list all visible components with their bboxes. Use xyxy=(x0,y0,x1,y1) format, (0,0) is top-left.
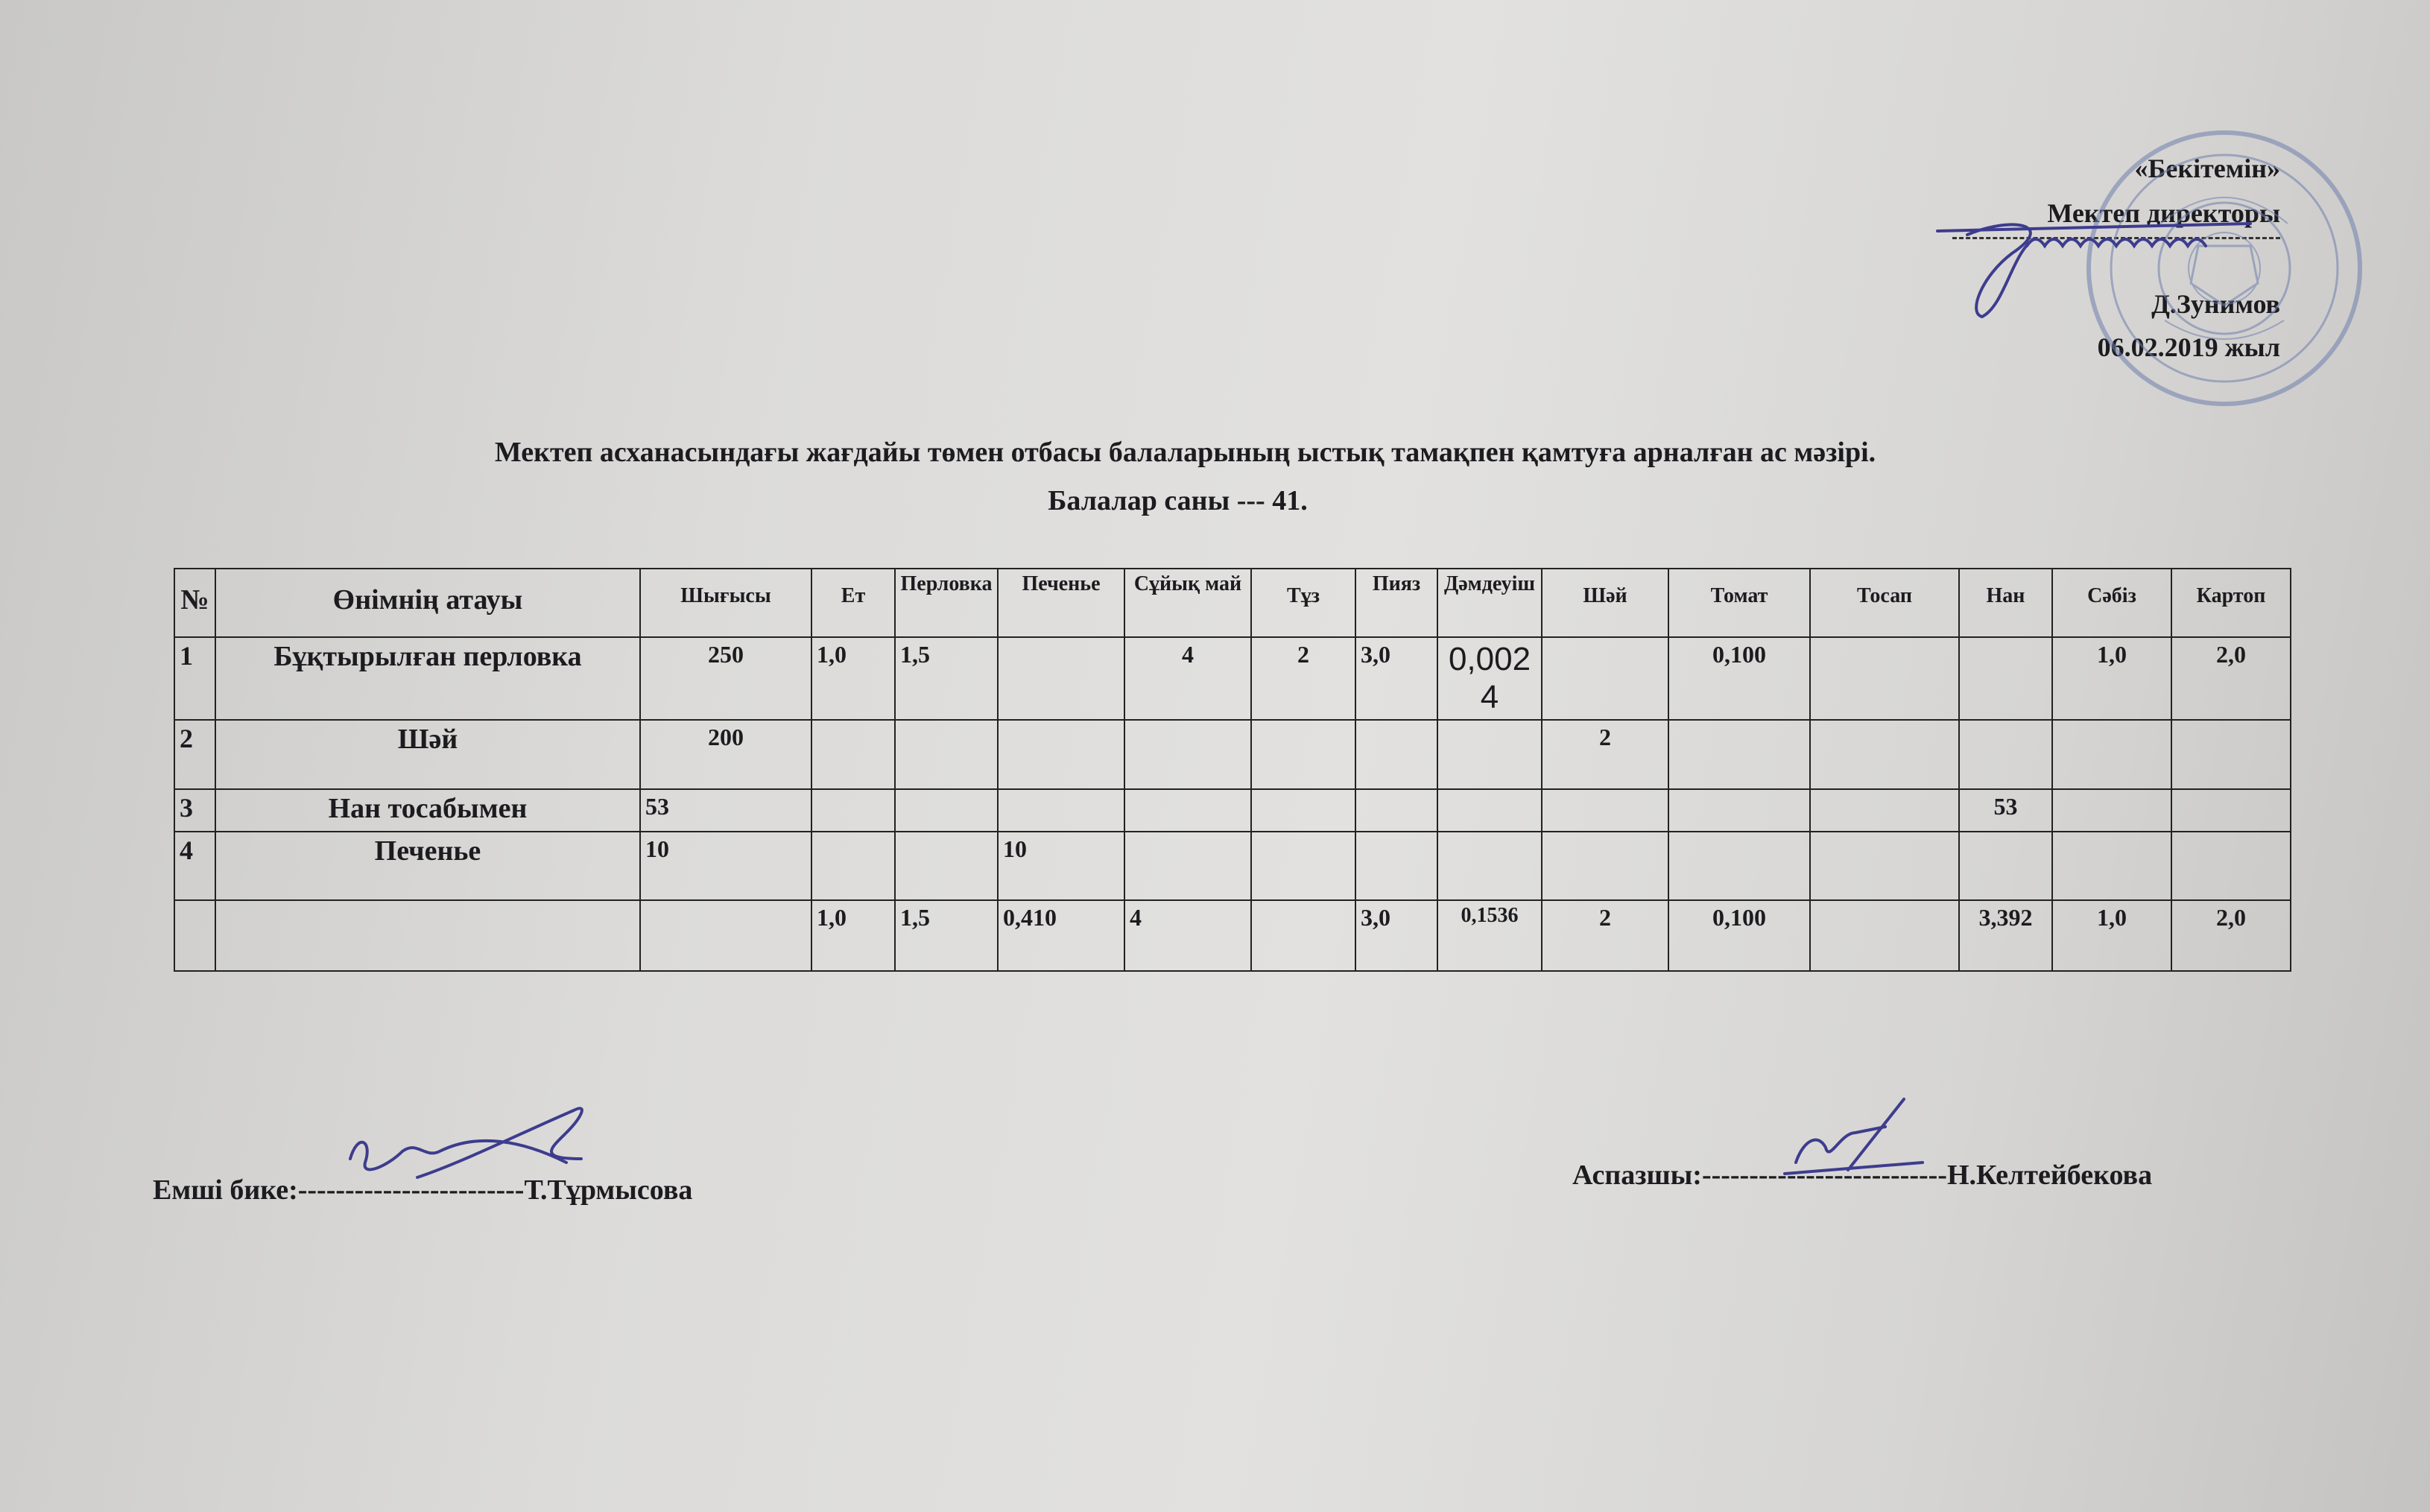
cell xyxy=(1437,720,1542,789)
cell xyxy=(1959,832,2052,900)
row-number: 2 xyxy=(174,720,215,789)
row-number: 3 xyxy=(174,789,215,832)
cell: 10 xyxy=(998,832,1124,900)
cell xyxy=(1810,720,1959,789)
total-cell: 1,0 xyxy=(2052,900,2171,971)
header-cell: Сәбіз xyxy=(2052,569,2171,637)
header-cell: Нан xyxy=(1959,569,2052,637)
cell xyxy=(215,900,640,971)
cell: 4 xyxy=(1124,637,1251,720)
header-cell: Өнімнің атауы xyxy=(215,569,640,637)
cell xyxy=(1810,832,1959,900)
cell xyxy=(1251,832,1355,900)
approval-position: Мектеп директоры xyxy=(2047,198,2280,228)
cell: 2 xyxy=(1542,720,1668,789)
cell xyxy=(2052,720,2171,789)
header-cell: Шығысы xyxy=(640,569,811,637)
approval-signature-line xyxy=(1952,237,2280,239)
cell xyxy=(1542,832,1668,900)
cook-name: Н.Келтейбекова xyxy=(1946,1160,2153,1191)
product-name: Печенье xyxy=(215,832,640,900)
total-cell: 0,410 xyxy=(998,900,1124,971)
cell: 1,5 xyxy=(895,637,998,720)
nurse-signature-line xyxy=(153,1174,692,1206)
total-cell: 1,0 xyxy=(811,900,895,971)
cell xyxy=(998,789,1124,832)
cell xyxy=(1437,789,1542,832)
nurse-name: Т.Тұрмысова xyxy=(524,1174,693,1206)
header-cell: Пияз xyxy=(1355,569,1437,637)
total-cell: 3,0 xyxy=(1355,900,1437,971)
cell xyxy=(174,900,215,971)
cell xyxy=(895,832,998,900)
total-cell xyxy=(1251,900,1355,971)
row-number: 1 xyxy=(174,637,215,720)
header-cell: Тұз xyxy=(1251,569,1355,637)
table-row xyxy=(174,637,2291,720)
cell xyxy=(1959,637,2052,720)
approval-name: Д.Зунимов xyxy=(2151,289,2280,319)
cell: 1,0 xyxy=(2052,637,2171,720)
cell: 1,0 xyxy=(811,637,895,720)
header-cell: № xyxy=(174,569,215,637)
cell xyxy=(1668,832,1810,900)
header-cell: Перловка xyxy=(895,569,998,637)
header-cell: Сұйық май xyxy=(1124,569,1251,637)
total-cell: 2,0 xyxy=(2171,900,2291,971)
header-cell: Тосап xyxy=(1810,569,1959,637)
cell: 250 xyxy=(640,637,811,720)
total-cell: 3,392 xyxy=(1959,900,2052,971)
cell xyxy=(998,720,1124,789)
total-cell xyxy=(1810,900,1959,971)
table-row xyxy=(174,720,2291,789)
product-name: Нан тосабымен xyxy=(215,789,640,832)
nurse-dashes: ------------------------ xyxy=(297,1174,525,1206)
product-name: Шәй xyxy=(215,720,640,789)
cell xyxy=(811,832,895,900)
table-row xyxy=(174,832,2291,900)
cell xyxy=(2171,789,2291,832)
total-cell: 2 xyxy=(1542,900,1668,971)
cell xyxy=(1355,789,1437,832)
cell: 2 xyxy=(1251,637,1355,720)
cell xyxy=(1959,720,2052,789)
cell xyxy=(1668,720,1810,789)
nurse-signature-icon xyxy=(350,1108,582,1177)
nurse-label: Емші бике: xyxy=(153,1174,298,1206)
header-cell: Печенье xyxy=(998,569,1124,637)
menu-table xyxy=(174,568,2291,972)
cell xyxy=(1124,832,1251,900)
table-header-row xyxy=(174,569,2291,637)
header-cell: Томат xyxy=(1668,569,1810,637)
cell xyxy=(1810,637,1959,720)
cell xyxy=(811,789,895,832)
cell xyxy=(1668,789,1810,832)
approval-title: «Бекітемін» xyxy=(2134,154,2280,183)
cell: 10 xyxy=(640,832,811,900)
cell xyxy=(1542,789,1668,832)
approval-date: 06.02.2019 жыл xyxy=(2097,332,2280,362)
total-cell: 0,1536 xyxy=(1437,900,1542,971)
cell xyxy=(2052,789,2171,832)
cell: 2,0 xyxy=(2171,637,2291,720)
table-totals-row xyxy=(174,900,2291,971)
total-cell: 0,100 xyxy=(1668,900,1810,971)
total-cell: 4 xyxy=(1124,900,1251,971)
cook-dashes: -------------------------- xyxy=(1701,1160,1947,1191)
document-title: Мектеп асханасындағы жағдайы төмен отбасы балаларының ыстық тамақпен қамтуға арналған ас мәзірі. xyxy=(494,437,1876,468)
header-cell: Ет xyxy=(811,569,895,637)
cell: 0,100 xyxy=(1668,637,1810,720)
cell xyxy=(1251,720,1355,789)
table-row xyxy=(174,789,2291,832)
cell xyxy=(1124,789,1251,832)
cell xyxy=(2171,720,2291,789)
cell xyxy=(2171,832,2291,900)
cell xyxy=(895,789,998,832)
cell: 53 xyxy=(1959,789,2052,832)
cell xyxy=(1810,789,1959,832)
cell xyxy=(1251,789,1355,832)
cell: 53 xyxy=(640,789,811,832)
cook-label: Аспазшы: xyxy=(1572,1160,1702,1191)
cell xyxy=(895,720,998,789)
header-cell: Картоп xyxy=(2171,569,2291,637)
children-count: Балалар саны --- 41. xyxy=(1048,485,1308,516)
header-cell: Шәй xyxy=(1542,569,1668,637)
cell: 0,0024 xyxy=(1437,637,1542,720)
cell: 3,0 xyxy=(1355,637,1437,720)
cell xyxy=(1437,832,1542,900)
row-number: 4 xyxy=(174,832,215,900)
cell xyxy=(2052,832,2171,900)
total-cell: 1,5 xyxy=(895,900,998,971)
cell xyxy=(1542,637,1668,720)
header-cell: Дәмдеуіш xyxy=(1437,569,1542,637)
cell xyxy=(1355,720,1437,789)
cell xyxy=(640,900,811,971)
cell xyxy=(811,720,895,789)
cook-signature-line xyxy=(1572,1159,2152,1192)
product-name: Бұқтырылған перловка xyxy=(215,637,640,720)
cell xyxy=(1355,832,1437,900)
cell: 200 xyxy=(640,720,811,789)
cell xyxy=(998,637,1124,720)
cell xyxy=(1124,720,1251,789)
